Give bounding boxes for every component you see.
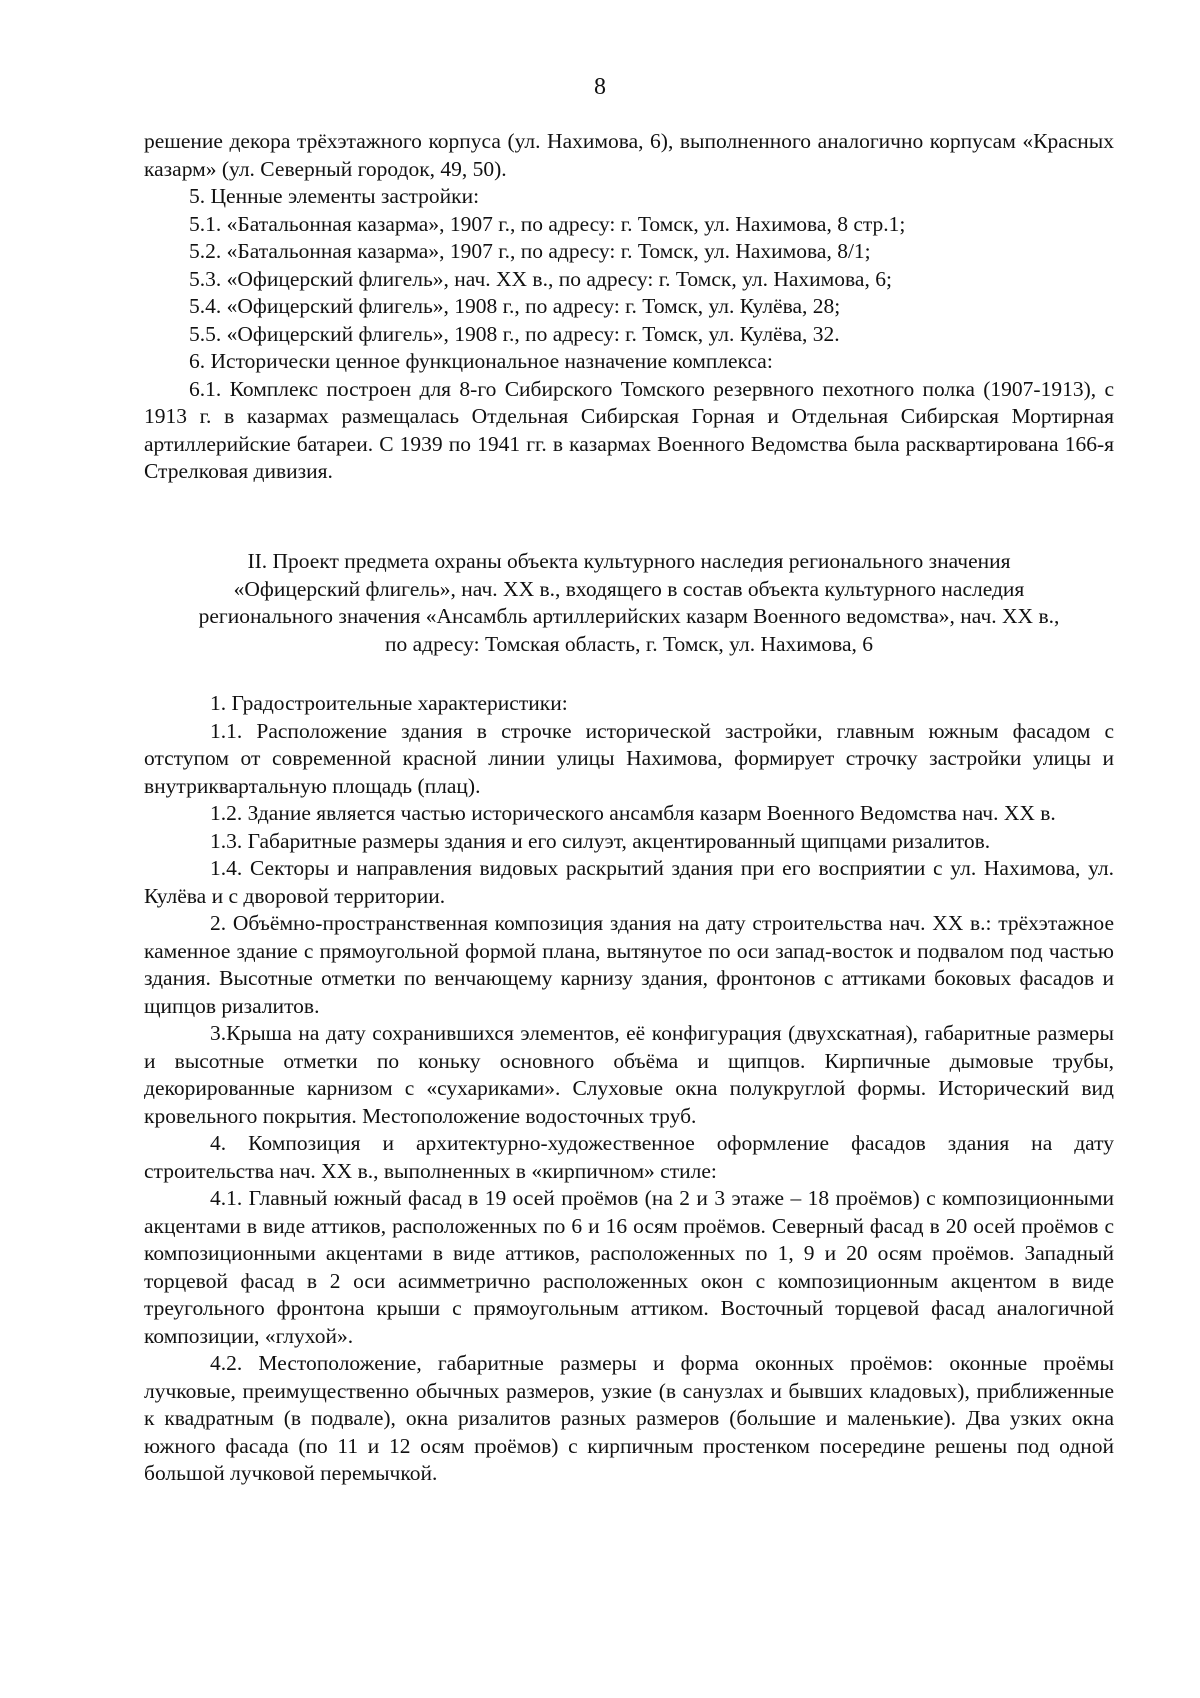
paragraph-5-2: 5.2. «Батальонная казарма», 1907 г., по адресу: г. Томск, ул. Нахимова, 8/1; <box>189 239 871 263</box>
section-valuable-elements <box>144 128 1114 486</box>
paragraph-5-title: 5. Ценные элементы застройки: <box>189 184 480 208</box>
paragraph-4-1: 4.1. Главный южный фасад в 19 осей проёмов (на 2 и 3 этаже – 18 проёмов) с композиционными акцентами в виде аттиков, расположенных по 6 и 16 осям проёмов. Северный фасад в 20 осей проёмов с композиционными акцентами в виде аттиков, расположенных по 1, 9 и 20 осям проёмов. Западный торцевой фасад в 2 оси асимметрично расположенных окон с композиционным акцентом в виде треугольного фронтона крыши с прямоугольным аттиком. Восточный торцевой фасад аналогичной композиции, «глухой». <box>144 1186 1114 1348</box>
paragraph-1-3: 1.3. Габаритные размеры здания и его силуэт, акцентированный щипцами ризалитов. <box>210 828 991 853</box>
paragraph-5-4: 5.4. «Офицерский флигель», 1908 г., по адресу: г. Томск, ул. Кулёва, 28; <box>189 294 841 318</box>
paragraph-decor-continuation: решение декора трёхэтажного корпуса (ул. Нахимова, 6), выполненного аналогично корпусам «Красных казарм» (ул. Северный городок, 49, 50). <box>144 129 1114 181</box>
heading-line-3: регионального значения «Ансамбль артиллерийских казарм Военного ведомства», нач. XX в., <box>198 604 1060 628</box>
heading-line-4: по адресу: Томская область, г. Томск, ул. Нахимова, 6 <box>384 631 874 656</box>
paragraph-6-title: 6. Исторически ценное функциональное назначение комплекса: <box>189 349 773 373</box>
heading-line-1: II. Проект предмета охраны объекта культурного наследия регионального значения <box>247 549 1011 573</box>
paragraph-1-title: 1. Градостроительные характеристики: <box>210 691 568 715</box>
paragraph-3: 3.Крыша на дату сохранившихся элементов, её конфигурация (двухскатная), габаритные размеры и высотные отметки по коньку основного объёма и щипцов. Кирпичные дымовые трубы, декорированные карнизом с «сухариками». Слуховые окна полукруглой формы. Исторический вид кровельного покрытия. Местоположение водосточных труб. <box>144 1021 1114 1128</box>
paragraph-4-2: 4.2. Местоположение, габаритные размеры и форма оконных проёмов: оконные проёмы лучковые, преимущественно обычных размеров, узкие (в санузлах и бывших кладовых), приближенные к квадратным (в подвале), окна ризалитов разных размеров (большие и маленькие). Два узких окна южного фасада (по 11 и 12 осям проёмов) с кирпичным простенком посередине решены под одной большой лучковой перемычкой. <box>144 1351 1114 1485</box>
paragraph-1-4: 1.4. Секторы и направления видовых раскрытий здания при его восприятии с ул. Нахимова, ул. Кулёва и с дворовой территории. <box>144 856 1114 908</box>
paragraph-2: 2. Объёмно-пространственная композиция здания на дату строительства нач. XX в.: трёхэтажное каменное здание с прямоугольной формой плана, вытянутое по оси запад-восток и подвалом под частью здания. Высотные отметки по венчающему карнизу здания, фронтонов с аттиками боковых фасадов и щипцов ризалитов. <box>144 911 1114 1018</box>
section-heading <box>144 548 1114 658</box>
page-number: 8 <box>594 74 606 100</box>
paragraph-1-2: 1.2. Здание является частью исторического ансамбля казарм Военного Ведомства нач. XX в. <box>210 801 1056 825</box>
paragraph-5-5: 5.5. «Офицерский флигель», 1908 г., по адресу: г. Томск, ул. Кулёва, 32. <box>189 321 840 346</box>
paragraph-5-3: 5.3. «Офицерский флигель», нач. XX в., по адресу: г. Томск, ул. Нахимова, 6; <box>189 266 892 291</box>
paragraph-6-1: 6.1. Комплекс построен для 8-го Сибирского Томского резервного пехотного полка (1907-1913), с 1913 г. в казармах размещалась Отдельная Сибирская Горная и Отдельная Сибирская Мортирная артиллерийские батареи. С 1939 по 1941 гг. в казармах Военного Ведомства была расквартирована 166-я Стрелковая дивизия. <box>144 376 1114 483</box>
paragraph-4: 4. Композиция и архитектурно-художественное оформление фасадов здания на дату строительства нач. XX в., выполненных в «кирпичном» стиле: <box>144 1131 1114 1183</box>
section-protection-subject <box>144 690 1114 1488</box>
paragraph-1-1: 1.1. Расположение здания в строчке исторической застройки, главным южным фасадом с отступом от современной красной линии улицы Нахимова, формирует строчку застройки улицы и внутриквартальную площадь (плац). <box>144 718 1114 798</box>
paragraph-5-1: 5.1. «Батальонная казарма», 1907 г., по адресу: г. Томск, ул. Нахимова, 8 стр.1; <box>189 211 906 236</box>
heading-line-2: «Офицерский флигель», нач. XX в., входящего в состав объекта культурного наследия <box>233 576 1025 601</box>
